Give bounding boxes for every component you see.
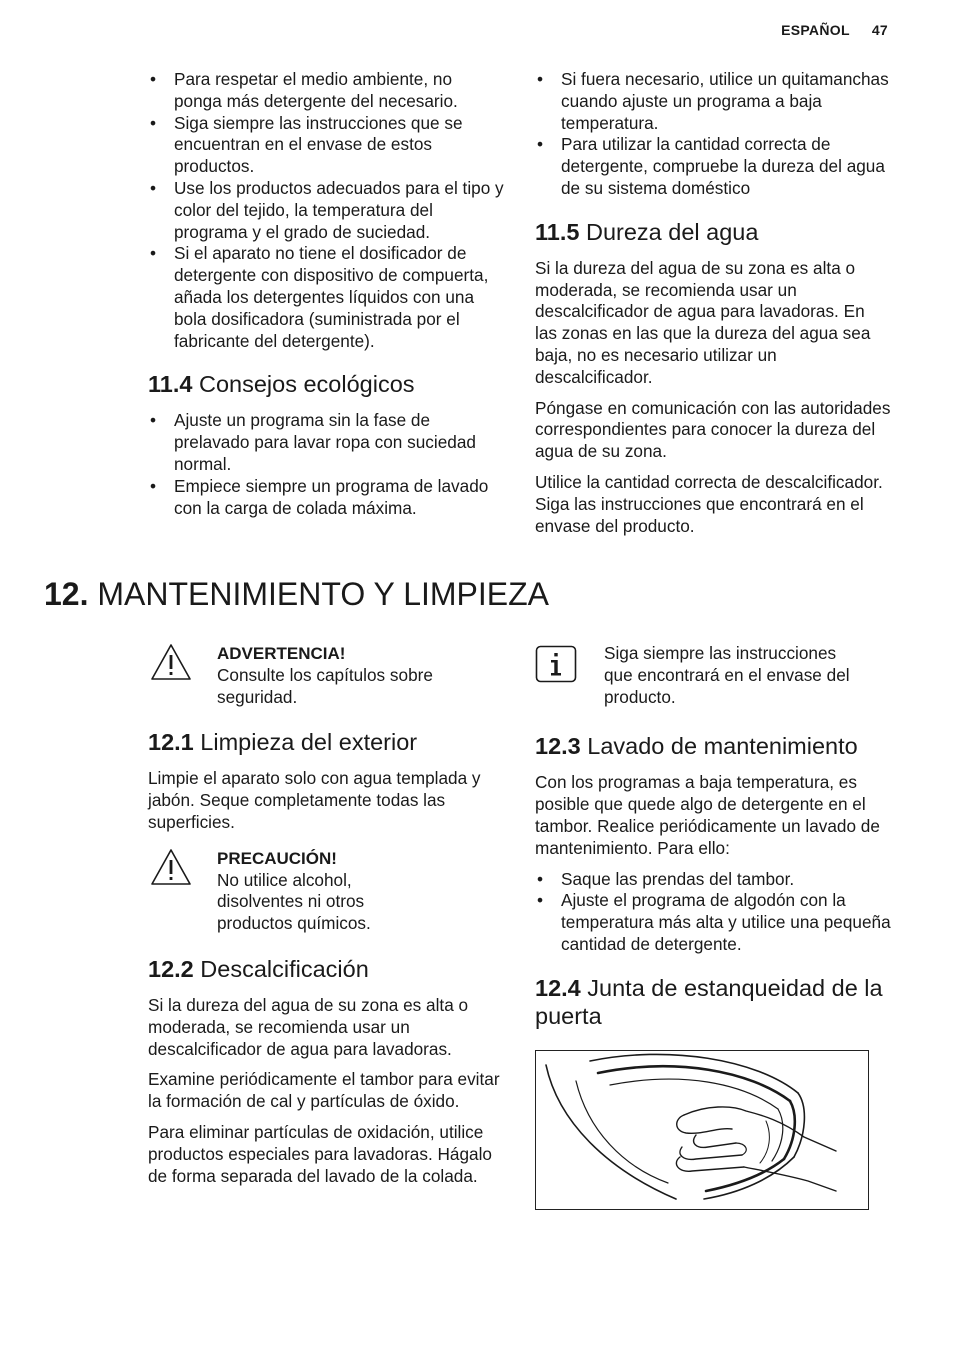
section-heading-12-1 xyxy=(148,728,504,756)
paragraph: Para eliminar partículas de oxidación, utilice productos especiales para lavadoras. Hágalo de forma separada del lavado de la colada. xyxy=(148,1121,492,1186)
warning-triangle-icon xyxy=(150,848,192,886)
chapter-heading xyxy=(44,574,549,614)
caution-note xyxy=(148,848,504,935)
list-item: • Si fuera necesario, utilice un quitamanchas cuando ajuste un programa a baja temperatura. xyxy=(535,69,891,134)
section-heading-12-4 xyxy=(535,974,891,1030)
door-seal-illustration xyxy=(535,1050,869,1210)
section-title: Consejos ecológicos xyxy=(198,371,415,398)
section-number: 12.1 xyxy=(148,729,194,756)
eco-bullet-list xyxy=(148,69,504,352)
info-note xyxy=(535,643,891,708)
list-item: • Use los productos adecuados para el tipo y color del tejido, la temperatura del programa y el grado de suciedad. xyxy=(148,178,504,243)
caution-label: PRECAUCIÓN! xyxy=(217,848,337,868)
list-item: • Para respetar el medio ambiente, no ponga más detergente del necesario. xyxy=(148,69,504,113)
list-item: • Si el aparato no tiene el dosificador de detergente con dispositivo de compuerta, añada los detergentes líquidos con una bola dosificadora (suministrada por el fabricante del detergente). xyxy=(148,243,504,352)
header-language: ESPAÑOL xyxy=(781,22,850,38)
section-heading-11-5 xyxy=(535,218,891,246)
section-title: Lavado de mantenimiento xyxy=(587,733,858,760)
paragraph: Si la dureza del agua de su zona es alta o moderada, se recomienda usar un descalcificador de agua para lavadoras. xyxy=(148,994,469,1059)
list-item: • Siga siempre las instrucciones que se encuentran en el envase de estos productos. xyxy=(148,113,504,178)
paragraph: Limpie el aparato solo con agua templada y jabón. Seque completamente todas las superficies. xyxy=(148,768,481,832)
list-item: • Ajuste un programa sin la fase de prelavado para lavar ropa con suciedad normal. xyxy=(148,410,504,475)
page-header xyxy=(781,22,888,38)
section-number: 12.4 xyxy=(535,974,581,1001)
list-item: • Empiece siempre un programa de lavado con la carga de colada máxima. xyxy=(148,476,504,520)
section-title: Limpieza del exterior xyxy=(200,729,418,756)
warning-label: ADVERTENCIA! xyxy=(217,644,346,663)
paragraph: Póngase en comunicación con las autoridades correspondientes para conocer la dureza del agua de su zona. xyxy=(535,397,891,462)
section-number: 11.4 xyxy=(148,371,193,398)
section-title: Dureza del agua xyxy=(585,218,759,245)
warning-text: Consulte los capítulos sobre seguridad. xyxy=(217,664,433,707)
detergent-bullet-list xyxy=(535,69,891,200)
list-item: • Para utilizar la cantidad correcta de detergente, compruebe la dureza del agua de su sistema doméstico xyxy=(535,134,891,199)
page-number: 47 xyxy=(871,22,888,38)
section-heading-11-4 xyxy=(148,370,504,398)
section-title: Junta de estanqueidad de la puerta xyxy=(535,974,883,1029)
bottom-left-column xyxy=(148,643,504,1196)
top-right-column xyxy=(535,69,891,546)
warning-note xyxy=(148,643,504,708)
eco-tips-list xyxy=(148,410,504,519)
top-left-column xyxy=(148,69,504,527)
paragraph: Con los programas a baja temperatura, es posible que quede algo de detergente en el tambor. Realice periódicamente un lavado de mantenimiento. Para ello: xyxy=(535,772,880,858)
paragraph: Utilice la cantidad correcta de descalcificador. Siga las instrucciones que encontrará en el envase del producto. xyxy=(535,471,883,536)
bottom-right-column xyxy=(535,643,891,1210)
hand-cleaning-seal-illustration xyxy=(536,1051,868,1209)
warning-triangle-icon xyxy=(150,643,192,681)
chapter-number: 12. xyxy=(44,576,89,612)
maintenance-bullet-list xyxy=(535,869,891,956)
section-number: 12.3 xyxy=(535,733,581,760)
section-heading-12-2 xyxy=(148,955,504,983)
list-item: • Saque las prendas del tambor. xyxy=(535,869,891,891)
section-title: Descalcificación xyxy=(200,955,369,982)
section-heading-12-3 xyxy=(535,732,891,760)
caution-text: No utilice alcohol, disolventes ni otros productos químicos. xyxy=(217,869,371,934)
section-number: 12.2 xyxy=(148,955,194,982)
info-icon xyxy=(535,645,577,683)
chapter-title: MANTENIMIENTO Y LIMPIEZA xyxy=(97,576,550,612)
info-text: Siga siempre las instrucciones que encontrará en el envase del producto. xyxy=(604,643,850,707)
section-number: 11.5 xyxy=(535,218,580,245)
paragraph: Si la dureza del agua de su zona es alta o moderada, se recomienda usar un descalcificador de agua para lavadoras. En las zonas en las que la dureza del agua sea baja, no es necesario utilizar un descalcificador. xyxy=(535,257,871,387)
list-item: • Ajuste el programa de algodón con la temperatura más alta y utilice una pequeña cantidad de detergente. xyxy=(535,890,891,955)
paragraph: Examine periódicamente el tambor para evitar la formación de cal y partículas de óxido. xyxy=(148,1069,500,1112)
